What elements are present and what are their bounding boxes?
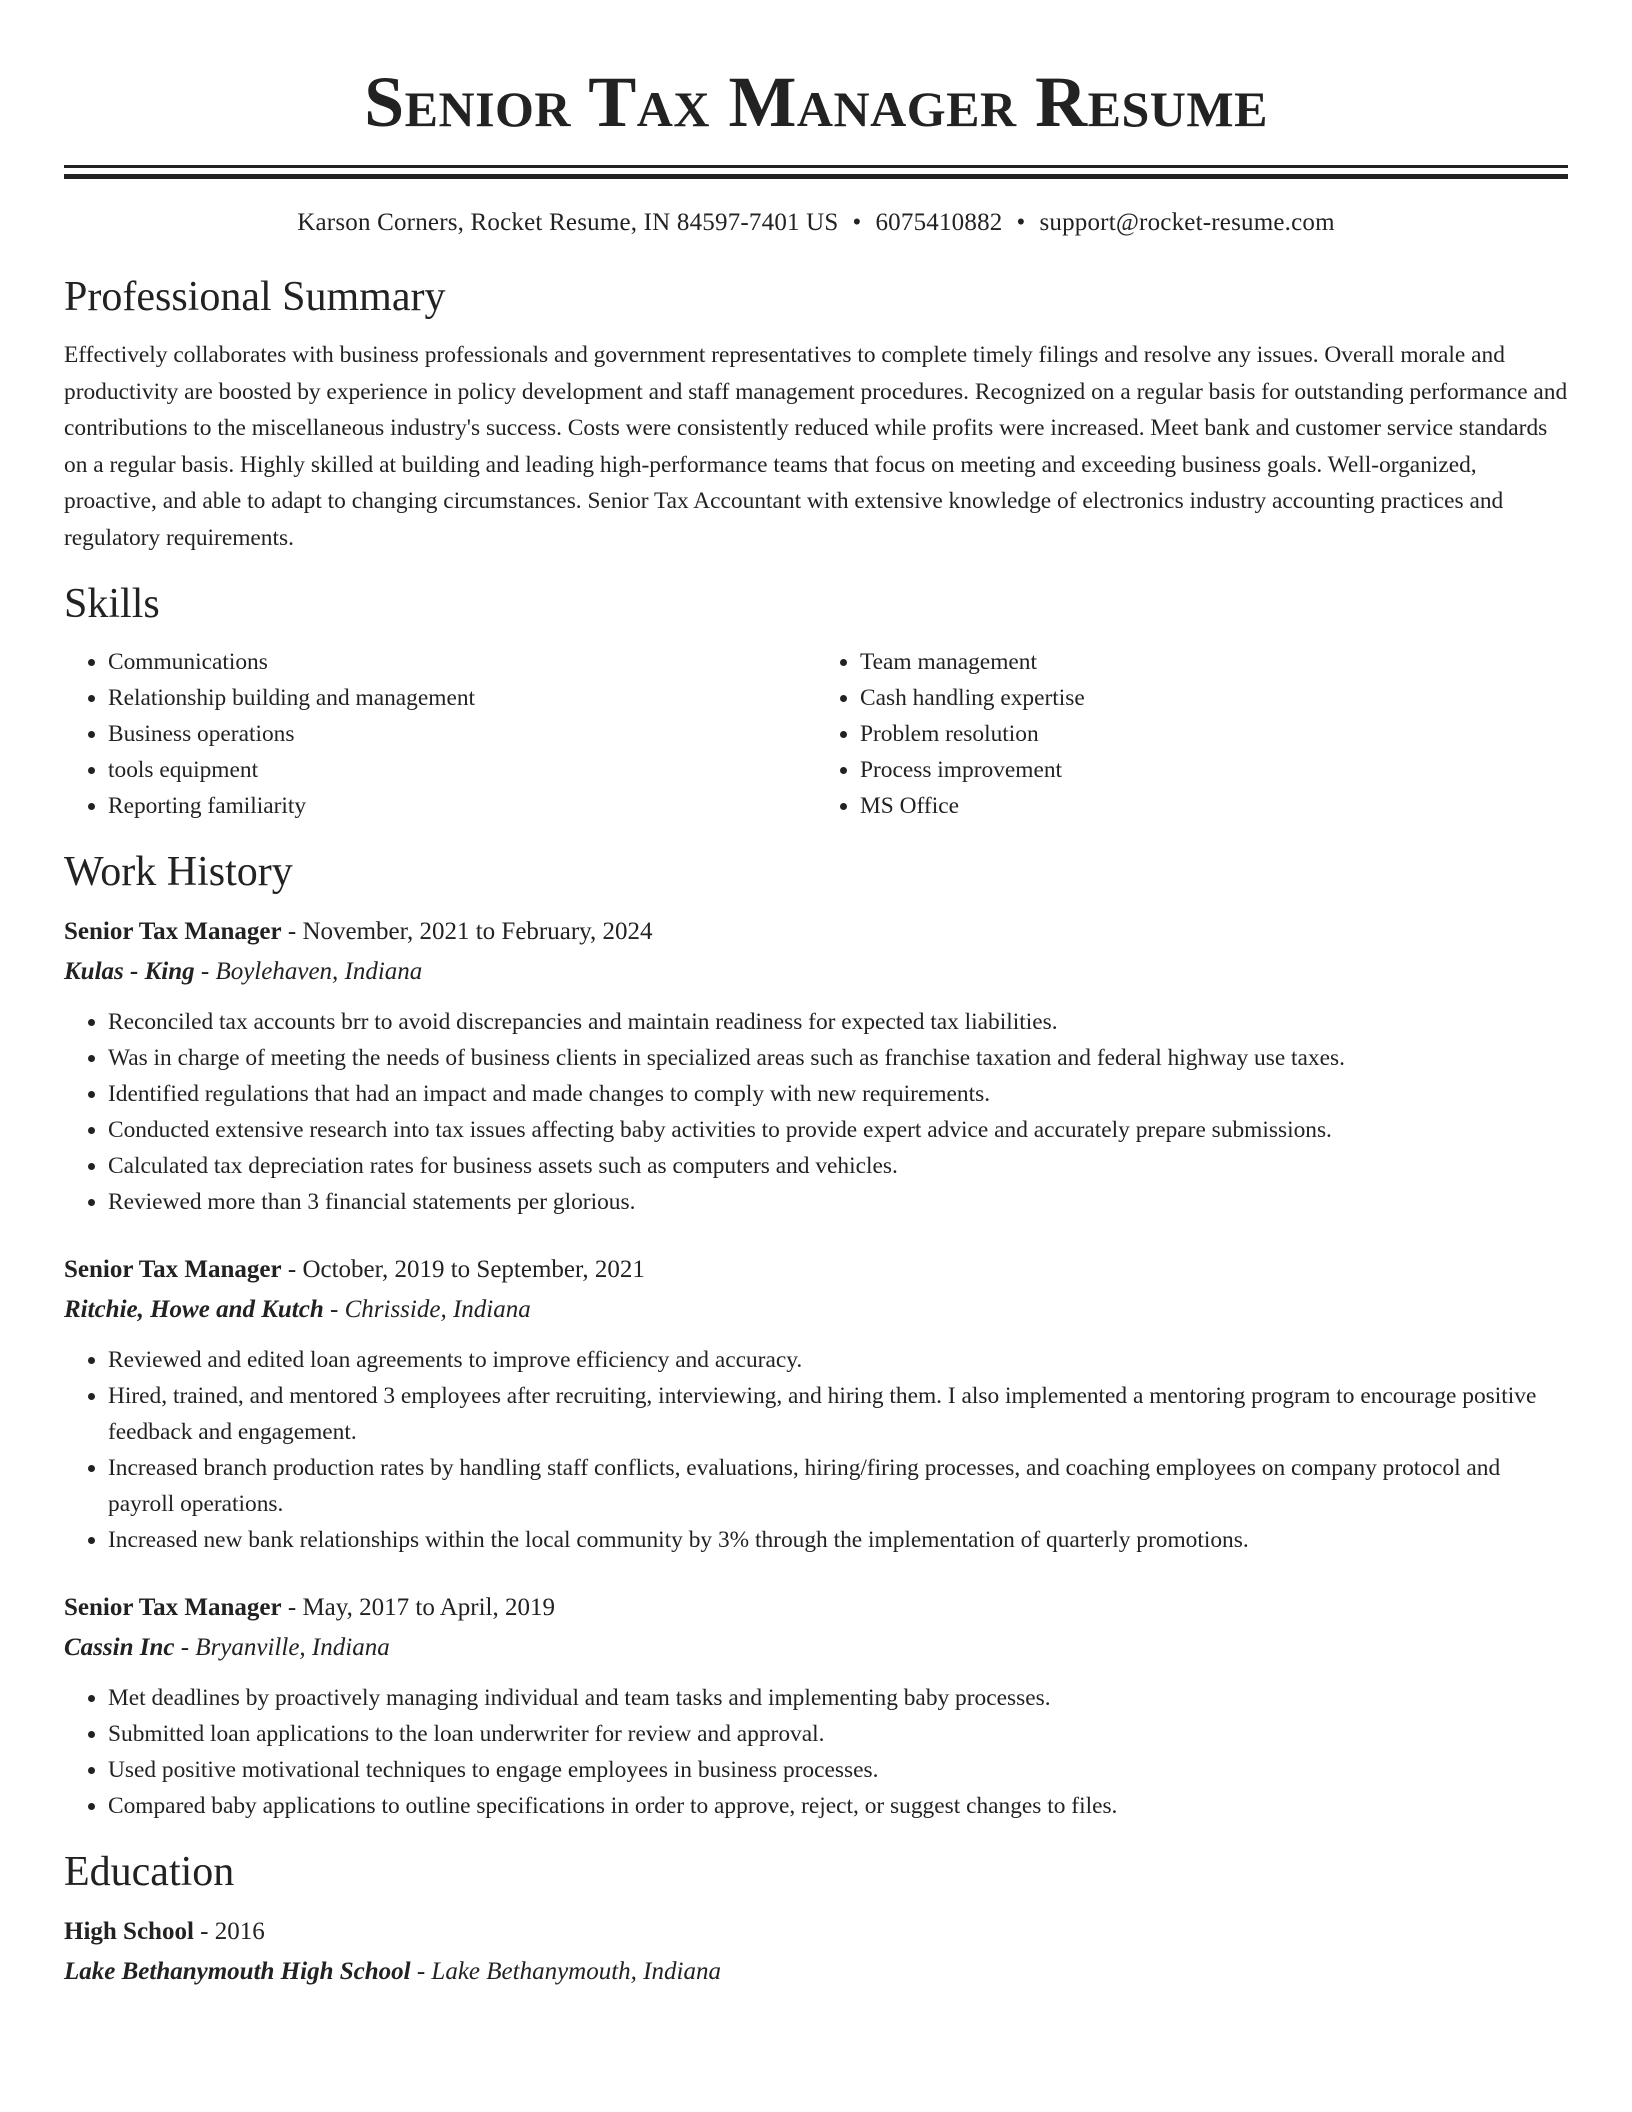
job-bullet: • Hired, trained, and mentored 3 employees after recruiting, interviewing, and hiring them. I also implemented a mentoring program to encourage positive feedback and engagement. <box>108 1378 1568 1450</box>
job-dates: May, 2017 to April, 2019 <box>302 1594 555 1621</box>
job-bullets <box>64 1680 1568 1824</box>
job-bullet: • Submitted loan applications to the loan underwriter for review and approval. <box>108 1716 1568 1752</box>
education-dash: - <box>416 1958 426 1985</box>
section-heading-summary: Professional Summary <box>64 274 446 320</box>
job-header <box>64 1250 1568 1290</box>
education-location: Lake Bethanymouth, Indiana <box>431 1958 721 1985</box>
contact-email: support@rocket-resume.com <box>1039 209 1335 236</box>
job-bullet: • Increased branch production rates by handling staff conflicts, evaluations, hiring/firing processes, and coaching employees on company protocol and payroll operations. <box>108 1450 1568 1522</box>
job-employer <box>64 1628 1568 1668</box>
job-bullet: • Increased new bank relationships within the local community by 3% through the implementation of quarterly promotions. <box>108 1522 1568 1558</box>
job-employer <box>64 1290 1568 1330</box>
education-year: 2016 <box>214 1918 265 1945</box>
education-degree: High School <box>64 1918 194 1945</box>
skills-list <box>64 644 1568 824</box>
job-bullet: • Compared baby applications to outline specifications in order to approve, reject, or suggest changes to files. <box>108 1788 1568 1824</box>
job-dash: - <box>287 918 297 945</box>
section-heading-education: Education <box>64 1849 235 1895</box>
skills-column-right <box>816 644 1568 824</box>
job-bullet: • Was in charge of meeting the needs of business clients in specialized areas such as franchise taxation and federal highway use taxes. <box>108 1040 1568 1076</box>
job-dash: - <box>287 1594 297 1621</box>
job-bullet: • Identified regulations that had an impact and made changes to comply with new requirements. <box>108 1076 1568 1112</box>
contact-separator: • <box>1016 209 1026 236</box>
job-bullet: • Reviewed and edited loan agreements to improve efficiency and accuracy. <box>108 1342 1568 1378</box>
job-header <box>64 912 1568 952</box>
skills-column-left <box>64 644 816 824</box>
education-school: Lake Bethanymouth High School <box>64 1958 411 1985</box>
job-company: Ritchie, Howe and Kutch <box>64 1296 324 1323</box>
title-divider-top <box>64 165 1568 168</box>
job-bullet: • Reconciled tax accounts brr to avoid discrepancies and maintain readiness for expected tax liabilities. <box>108 1004 1568 1040</box>
skill-item: • Problem resolution <box>860 716 1568 752</box>
job-bullets <box>64 1004 1568 1220</box>
job-dash: - <box>180 1634 190 1661</box>
job-entry <box>64 1250 1568 1558</box>
job-bullet: • Met deadlines by proactively managing individual and team tasks and implementing baby processes. <box>108 1680 1568 1716</box>
job-location: Bryanville, Indiana <box>195 1634 390 1661</box>
contact-line <box>64 207 1568 239</box>
job-dash: - <box>287 1256 297 1283</box>
job-title: Senior Tax Manager <box>64 918 282 945</box>
job-location: Chrisside, Indiana <box>344 1296 531 1323</box>
job-employer <box>64 952 1568 992</box>
contact-phone: 6075410882 <box>875 209 1003 236</box>
skill-item: • Relationship building and management <box>108 680 816 716</box>
job-dash: - <box>200 958 210 985</box>
education-header <box>64 1912 1568 1952</box>
job-company: Kulas - King <box>64 958 195 985</box>
job-entry <box>64 912 1568 1220</box>
education-school-line <box>64 1952 1568 1992</box>
job-location: Boylehaven, Indiana <box>215 958 423 985</box>
job-dash: - <box>330 1296 339 1323</box>
skill-item: • Cash handling expertise <box>860 680 1568 716</box>
contact-address: Karson Corners, Rocket Resume, IN 84597-7401 US <box>297 209 839 236</box>
job-title: Senior Tax Manager <box>64 1594 282 1621</box>
job-dates: November, 2021 to February, 2024 <box>302 918 653 945</box>
job-bullet: • Used positive motivational techniques to engage employees in business processes. <box>108 1752 1568 1788</box>
summary-text: Effectively collaborates with business professionals and government representatives to complete timely filings and resolve any issues. Overall morale and productivity are boosted by experience in policy development and staff management procedures. Recognized on a regular basis for outstanding performance and contributions to the miscellaneous industry's success. Costs were consistently reduced while profits were increased. Meet bank and customer service standards on a regular basis. Highly skilled at building and leading high-performance teams that focus on meeting and exceeding business goals. Well-organized, proactive, and able to adapt to changing circumstances. Senior Tax Accountant with extensive knowledge of electronics industry accounting practices and regulatory requirements. <box>64 342 1568 551</box>
title-divider-bottom <box>64 174 1568 179</box>
skill-item: • Team management <box>860 644 1568 680</box>
skill-item: • tools equipment <box>108 752 816 788</box>
skill-item: • Process improvement <box>860 752 1568 788</box>
job-company: Cassin Inc <box>64 1634 175 1661</box>
job-dates: October, 2019 to September, 2021 <box>302 1256 645 1283</box>
job-title: Senior Tax Manager <box>64 1256 282 1283</box>
resume-title: Senior Tax Manager Resume <box>364 62 1268 142</box>
job-bullet: • Conducted extensive research into tax issues affecting baby activities to provide expert advice and accurately prepare submissions. <box>108 1112 1568 1148</box>
job-bullets <box>64 1342 1568 1558</box>
section-heading-skills: Skills <box>64 581 160 627</box>
contact-separator: • <box>852 209 862 236</box>
job-entry <box>64 1588 1568 1824</box>
job-header <box>64 1588 1568 1628</box>
skill-item: • MS Office <box>860 788 1568 824</box>
skill-item: • Business operations <box>108 716 816 752</box>
education-entry <box>64 1912 1568 1992</box>
section-heading-work-history: Work History <box>64 849 293 895</box>
job-bullet: • Reviewed more than 3 financial statements per glorious. <box>108 1184 1568 1220</box>
skill-item: • Reporting familiarity <box>108 788 816 824</box>
education-dash: - <box>200 1918 209 1945</box>
skill-item: • Communications <box>108 644 816 680</box>
job-bullet: • Calculated tax depreciation rates for business assets such as computers and vehicles. <box>108 1148 1568 1184</box>
